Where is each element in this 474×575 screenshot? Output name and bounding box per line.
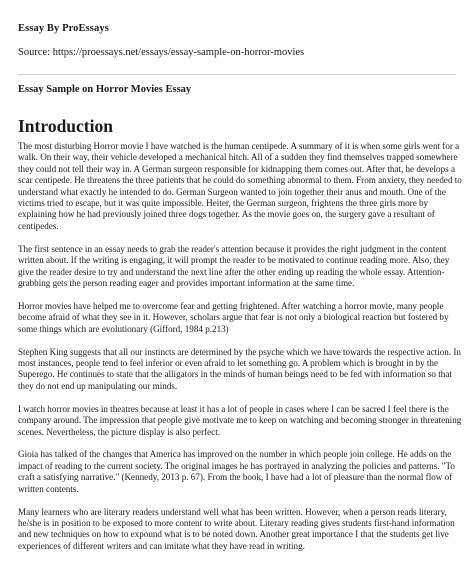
paragraph-1: The most disturbing Horror movie I have watched is the human centipede. A summary of it is when some girls went for a walk. On their way, their vehicle developed a mechanical hitch. All of a sudden they find themselves trapped somewhere they could not tell their way in. A German surgeon responsible for kidnapping them comes out. After that, he develops a scar centipede. He threatens the three patients that he could do something abnormal to them. From anxiety, they needed to understand what exactly he intended to do. German Surgeon wanted to join together their anus and mouth. One of the victims tried to escape, but it was quite impossible. Heiter, the German surgeon, frightens the three girls more by explaining how he had previously joined three dogs together. As the movie goes on, the surgery gave a resultant of centipedes. [18,141,462,231]
paragraph-4: Stephen King suggests that all our instincts are determined by the psyche which we have towards the respective action. In most instances, people tend to feel inferior or even afraid to let something go. A problem which is brought in by the Superego. He continues to state that the alligators in the minds of human beings need to be fed with information so that they do not end up manipulating our minds. [18,346,461,391]
paragraph-6: Gioia has talked of the changes that America has improved on the number in which people join college. He adds on the impact of reading to the current society. The original images he has portrayed in analyzing the policies and patterns. "To craft a satisfying narrative." (Kennedy, 2013 p. 67). From the book, I have had a lot of pleasure than the normal flow of written contents. [18,449,455,494]
section-heading: Introduction [18,116,113,136]
essay-body [18,141,462,564]
paragraph-7: Many learners who are literary readers understand well what has been written. However, when a person reads literary, he/she is in position to be exposed to more content to write about. Literary reading gives students first-hand information and new techniques on how to expound what is to be noted down. Another great importance I that the students get live experiences of different writers and can imitate what they have read in writing. [18,506,455,551]
byline: Essay By ProEssays [18,23,109,34]
paragraph-2: The first sentence in an essay needs to grab the reader's attention because it provides the right judgment in the content written about. If the writing is engaging, it will prompt the reader to be motivated to continue reading more. Also, they give the reader desire to try and understand the next line after the other ending up reading the whole essay. Attention-grabbing gets the person reading eager and provides important information at the same time. [18,243,450,288]
header-divider [18,74,456,75]
paragraph-3: Horror movies have helped me to overcome fear and getting frightened. After watching a horror movie, many people become afraid of what they see in it. However, scholars argue that fear is not only a biological reaction but fostered by some things which are evolutionary (Gifford, 1984 p.213) [18,300,449,334]
source-line: Source: https://proessays.net/essays/essay-sample-on-horror-movies [18,47,305,58]
paragraph-5: I watch horror movies in theatres because at least it has a lot of people in cases where I can be sacred I feel there is the company around. The impression that people give motivate me to keep on watching and becoming stronger in threatening scenes. Nevertheless, the picture display is also perfect. [18,403,462,437]
document-title: Essay Sample on Horror Movies Essay [18,84,192,95]
